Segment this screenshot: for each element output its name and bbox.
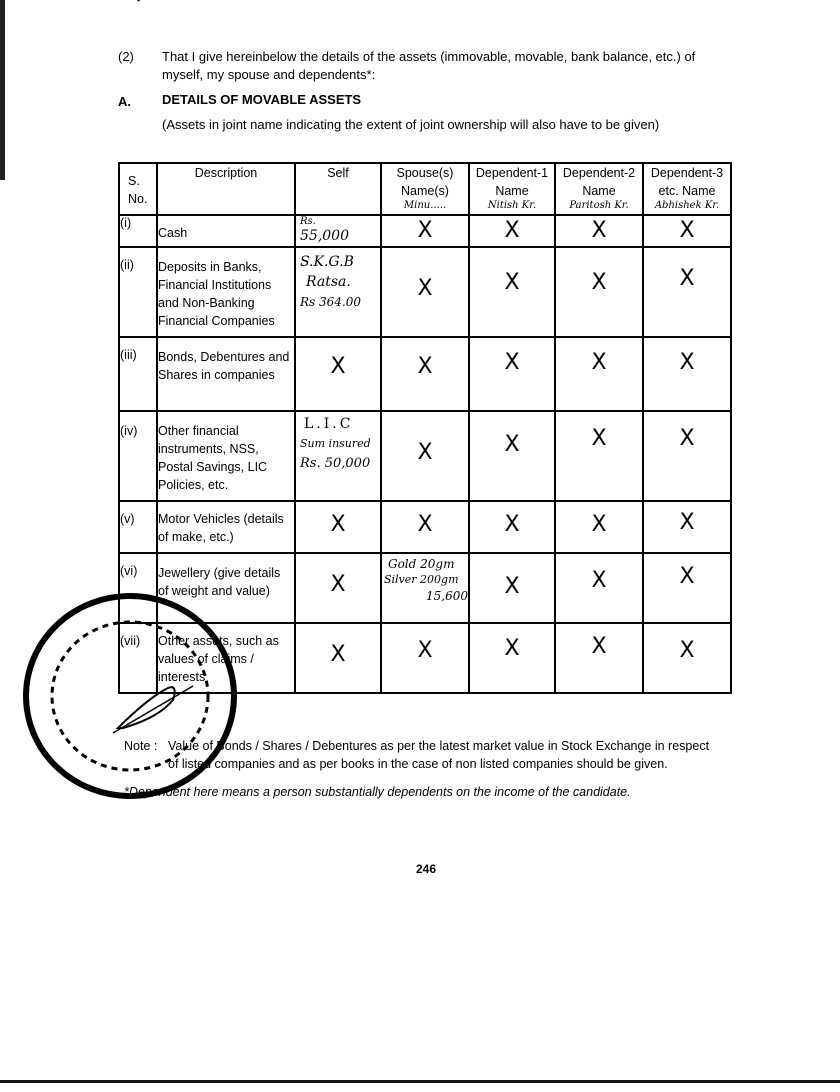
cross-mark: X xyxy=(504,270,520,295)
cross-mark: X xyxy=(679,638,695,663)
row-self xyxy=(295,623,381,693)
table-row xyxy=(119,215,731,247)
section-letter: A. xyxy=(118,94,131,109)
cross-mark: X xyxy=(591,350,607,375)
page-number: 246 xyxy=(416,862,437,876)
row-description: Motor Vehicles (details of make, etc.) xyxy=(157,501,295,553)
cross-mark: X xyxy=(679,564,695,589)
row-dep2 xyxy=(555,215,643,247)
row-dep3 xyxy=(643,247,731,337)
dependent-2-name-handwritten: Paritosh Kr. xyxy=(569,200,629,211)
note-line1: Value of Bonds / Shares / Debentures as per the latest market value in Stock Exchange in respect xyxy=(168,739,710,753)
header-dependent-3: Dependent-3 etc. Name Abhishek Kr. xyxy=(643,163,731,215)
row-sno: (vii) xyxy=(119,623,157,693)
cross-mark: X xyxy=(417,218,433,243)
row-description: Cash xyxy=(157,215,295,247)
header-sno: S. No. xyxy=(119,163,157,215)
row-self xyxy=(295,553,381,623)
row-sno: (v) xyxy=(119,501,157,553)
row-spouse xyxy=(381,215,469,247)
cross-mark: X xyxy=(417,354,433,379)
header-self: Self xyxy=(295,163,381,215)
official-seal xyxy=(18,588,248,808)
note-line2: of listed companies and as per books in the case of non listed companies should be given. xyxy=(168,757,668,771)
cross-mark: X xyxy=(330,512,346,537)
cross-mark: X xyxy=(330,642,346,667)
table-row xyxy=(119,337,731,411)
intro-number: (2) xyxy=(118,49,134,64)
cross-mark: X xyxy=(679,350,695,375)
scan-mark-top xyxy=(137,0,150,2)
cross-mark: X xyxy=(591,270,607,295)
intro-text-line2: myself, my spouse and dependents*: xyxy=(162,67,376,82)
row-dep1 xyxy=(469,337,555,411)
scan-bottom-edge xyxy=(0,1080,840,1083)
header-description: Description xyxy=(157,163,295,215)
cross-mark: X xyxy=(504,636,520,661)
cross-mark: X xyxy=(504,350,520,375)
row-dep1 xyxy=(469,553,555,623)
table-row xyxy=(119,247,731,337)
cross-mark: X xyxy=(591,512,607,537)
row-dep2 xyxy=(555,247,643,337)
row-description: Deposits in Banks, Financial Institutions and Non-Banking Financial Companies xyxy=(157,247,295,337)
cross-mark: X xyxy=(591,568,607,593)
header-spouse: Spouse(s) Name(s) Minu..... xyxy=(381,163,469,215)
row-dep1 xyxy=(469,247,555,337)
row-dep3 xyxy=(643,623,731,693)
row-sno: (vi) xyxy=(119,553,157,623)
cross-mark: X xyxy=(679,266,695,291)
row-dep3 xyxy=(643,501,731,553)
row-dep2 xyxy=(555,411,643,501)
row-spouse xyxy=(381,411,469,501)
cross-mark: X xyxy=(504,218,520,243)
row-dep3 xyxy=(643,215,731,247)
table-header-row xyxy=(119,163,731,215)
row-description: Bonds, Debentures and Shares in companies xyxy=(157,337,295,411)
row-sno: (iv) xyxy=(119,411,157,501)
row-spouse xyxy=(381,337,469,411)
row-sno: (i) xyxy=(119,215,157,247)
cross-mark: X xyxy=(417,440,433,465)
spouse-name-handwritten: Minu..... xyxy=(403,200,447,211)
header-dependent-2: Dependent-2 Name Paritosh Kr. xyxy=(555,163,643,215)
row-description: Other financial instruments, NSS, Postal Savings, LIC Policies, etc. xyxy=(157,411,295,501)
row-dep2 xyxy=(555,501,643,553)
row-dep1 xyxy=(469,215,555,247)
dependent-3-name-handwritten: Abhishek Kr. xyxy=(654,200,720,211)
cross-mark: X xyxy=(591,426,607,451)
row-dep3 xyxy=(643,411,731,501)
row-dep2 xyxy=(555,553,643,623)
note-label: Note : xyxy=(124,739,158,753)
dependent-1-name-handwritten: Nitish Kr. xyxy=(487,200,537,211)
cross-mark: X xyxy=(591,218,607,243)
intro-text-line1: That I give hereinbelow the details of the assets (immovable, movable, bank balance, etc.) of xyxy=(162,49,696,64)
cross-mark: X xyxy=(330,354,346,379)
scan-left-edge xyxy=(0,0,5,180)
dependent-footnote: *Dependent here means a person substantially dependents on the income of the candidate. xyxy=(124,785,631,799)
cross-mark: X xyxy=(679,218,695,243)
cross-mark: X xyxy=(417,638,433,663)
cross-mark: X xyxy=(679,510,695,535)
cross-mark: X xyxy=(417,276,433,301)
row-dep1 xyxy=(469,501,555,553)
cross-mark: X xyxy=(504,574,520,599)
row-sno: (ii) xyxy=(119,247,157,337)
header-dependent-1: Dependent-1 Name Nitish Kr. xyxy=(469,163,555,215)
row-self: L.I.C Sum insured Rs. 50,000 xyxy=(295,411,381,501)
row-self xyxy=(295,501,381,553)
section-heading: DETAILS OF MOVABLE ASSETS xyxy=(162,92,362,107)
row-spouse xyxy=(381,623,469,693)
row-dep2 xyxy=(555,623,643,693)
row-dep1 xyxy=(469,411,555,501)
row-spouse xyxy=(381,501,469,553)
row-dep3 xyxy=(643,337,731,411)
row-spouse: Gold 20gm Silver 200gm 15,600 xyxy=(381,553,469,623)
cross-mark: X xyxy=(591,634,607,659)
row-self: Rs. 55,000 xyxy=(295,215,381,247)
row-dep2 xyxy=(555,337,643,411)
cross-mark: X xyxy=(679,426,695,451)
table-row xyxy=(119,411,731,501)
table-row xyxy=(119,501,731,553)
cross-mark: X xyxy=(417,512,433,537)
cross-mark: X xyxy=(504,432,520,457)
row-self xyxy=(295,337,381,411)
section-subheading: (Assets in joint name indicating the extent of joint ownership will also have to be given) xyxy=(162,117,660,132)
row-sno: (iii) xyxy=(119,337,157,411)
row-description: Jewellery (give details of weight and value) xyxy=(157,553,295,623)
cross-mark: X xyxy=(330,572,346,597)
row-spouse xyxy=(381,247,469,337)
row-dep3 xyxy=(643,553,731,623)
row-dep1 xyxy=(469,623,555,693)
row-self: S.K.G.B Ratsa. Rs 364.00 xyxy=(295,247,381,337)
cross-mark: X xyxy=(504,512,520,537)
row-description: Other assets, such as values of claims / interests xyxy=(157,623,295,693)
